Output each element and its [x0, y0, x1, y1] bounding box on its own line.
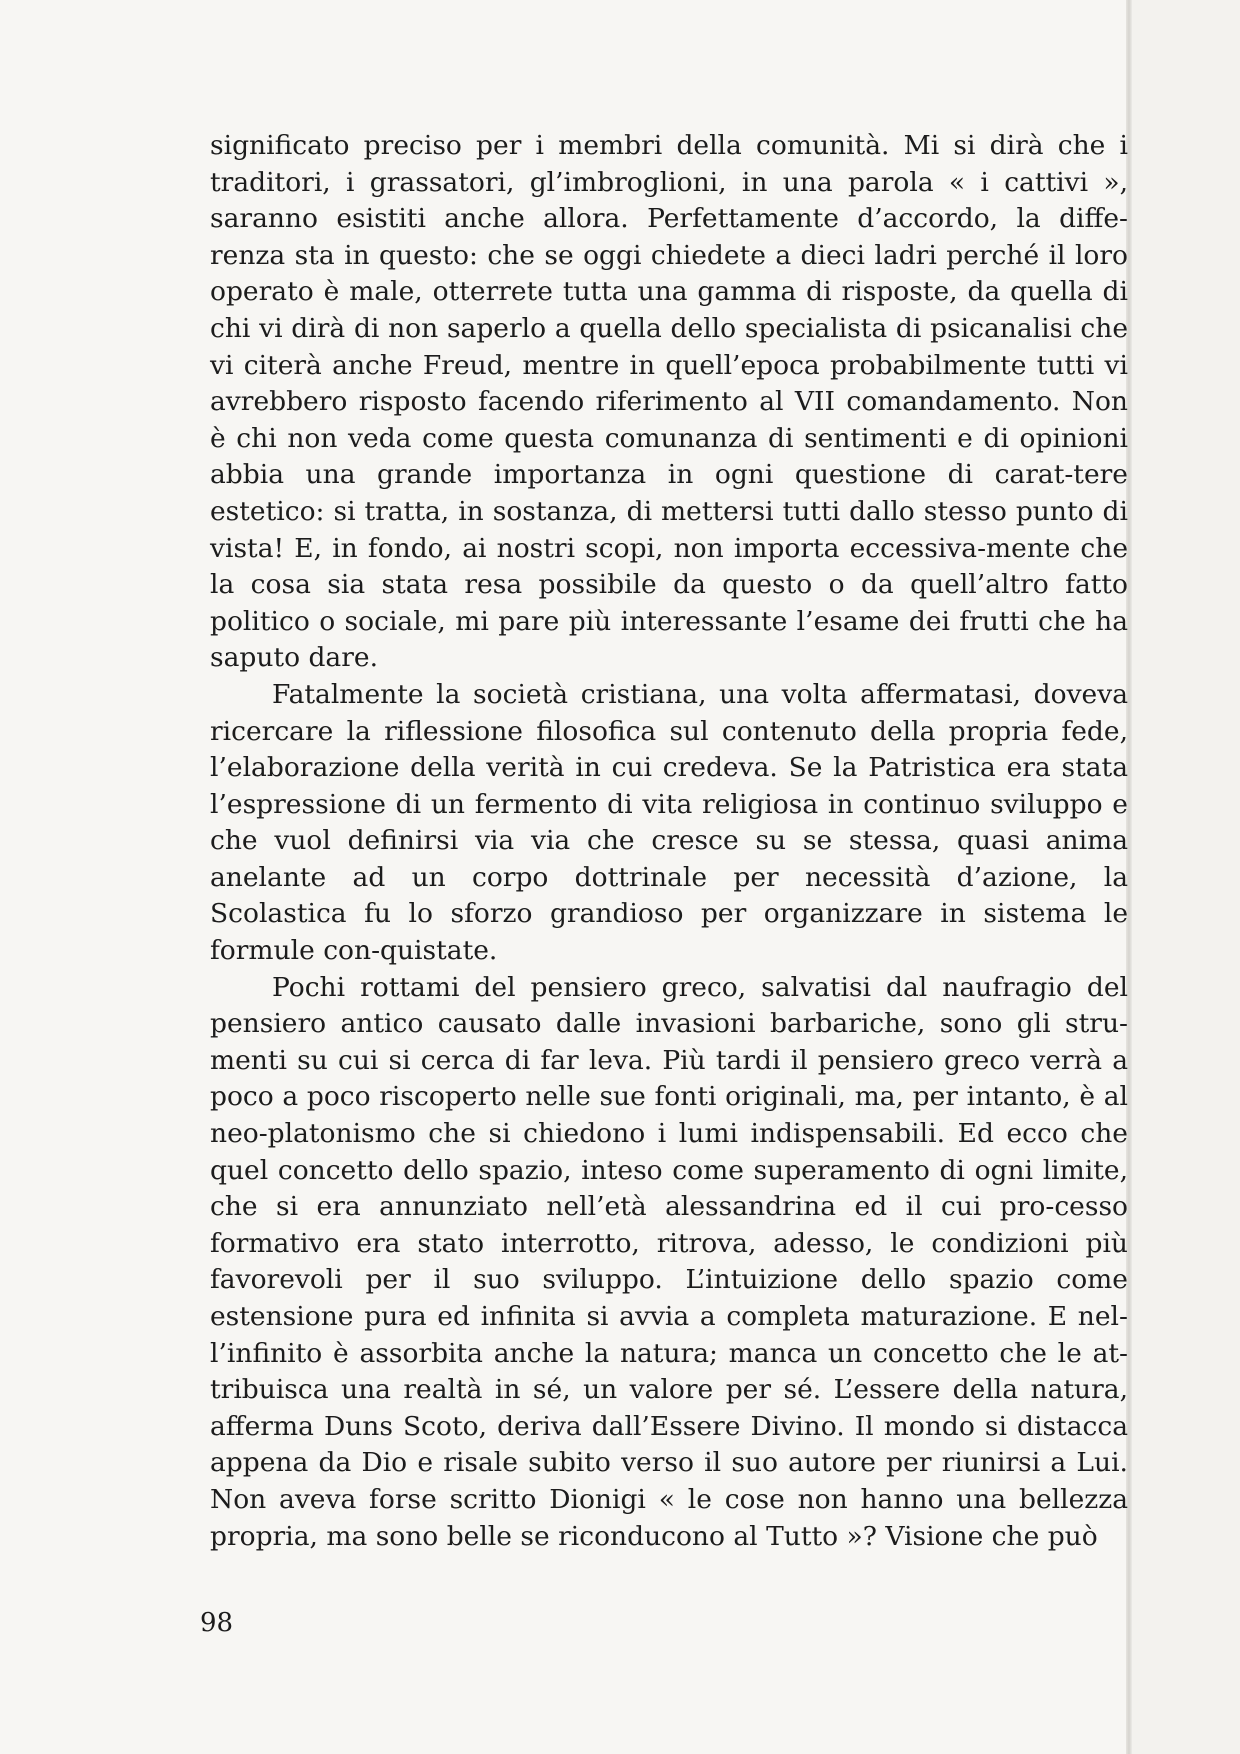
body-text [210, 128, 1128, 1555]
page-number: 98 [200, 1608, 234, 1638]
paragraph: Pochi rottami del pensiero greco, salvatisi dal naufragio del pensiero antico causato dalle invasioni barbariche, sono gli stru-menti su cui si cerca di far leva. Più tardi il pensiero greco verrà a poco a poco riscoperto nelle sue fonti originali, ma, per intanto, è al neo-platonismo che si chiedono i lumi indispensabili. Ed ecco che quel concetto dello spazio, inteso come superamento di ogni limite, che si era annunziato nell’età alessandrina ed il cui pro-cesso formativo era stato interrotto, ritrova, adesso, le condizioni più favorevoli per il suo sviluppo. L’intuizione dello spazio come estensione pura ed infinita si avvia a completa maturazione. E nel-l’infinito è assorbita anche la natura; manca un concetto che le at-tribuisca una realtà in sé, un valore per sé. L’essere della natura, afferma Duns Scoto, deriva dall’Essere Divino. Il mondo si distacca appena da Dio e risale subito verso il suo autore per riunirsi a Lui. Non aveva forse scritto Dionigi « le cose non hanno una bellezza propria, ma sono belle se riconducono al Tutto »? Visione che può [210, 971, 1128, 1552]
page-margin-shadow [1132, 0, 1240, 1754]
paragraph: significato preciso per i membri della comunità. Mi si dirà che i traditori, i grassatori, gl’imbroglioni, in una parola « i cattivi », saranno esistiti anche allora. Perfettamente d’accordo, la diffe-renza sta in questo: che se oggi chiedete a dieci ladri perché il loro operato è male, otterrete tutta una gamma di risposte, da quella di chi vi dirà di non saperlo a quella dello specialista di psicanalisi che vi citerà anche Freud, mentre in quell’epoca probabilmente tutti vi avrebbero risposto facendo riferimento al VII comandamento. Non è chi non veda come questa comunanza di sentimenti e di opinioni abbia una grande importanza in ogni questione di carat-tere estetico: si tratta, in sostanza, di mettersi tutti dallo stesso punto di vista! E, in fondo, ai nostri scopi, non importa eccessiva-mente che la cosa sia stata resa possibile da questo o da quell’altro fatto politico o sociale, mi pare più interessante l’esame dei frutti che ha saputo dare. [210, 130, 1128, 674]
paragraph: Fatalmente la società cristiana, una volta affermatasi, doveva ricercare la riflessione filosofica sul contenuto della propria fede, l’elaborazione della verità in cui credeva. Se la Patristica era stata l’espressione di un fermento di vita religiosa in continuo sviluppo e che vuol definirsi via via che cresce su se stessa, quasi anima anelante ad un corpo dottrinale per necessità d’azione, la Scolastica fu lo sforzo grandioso per organizzare in sistema le formule con-quistate. [210, 678, 1128, 967]
